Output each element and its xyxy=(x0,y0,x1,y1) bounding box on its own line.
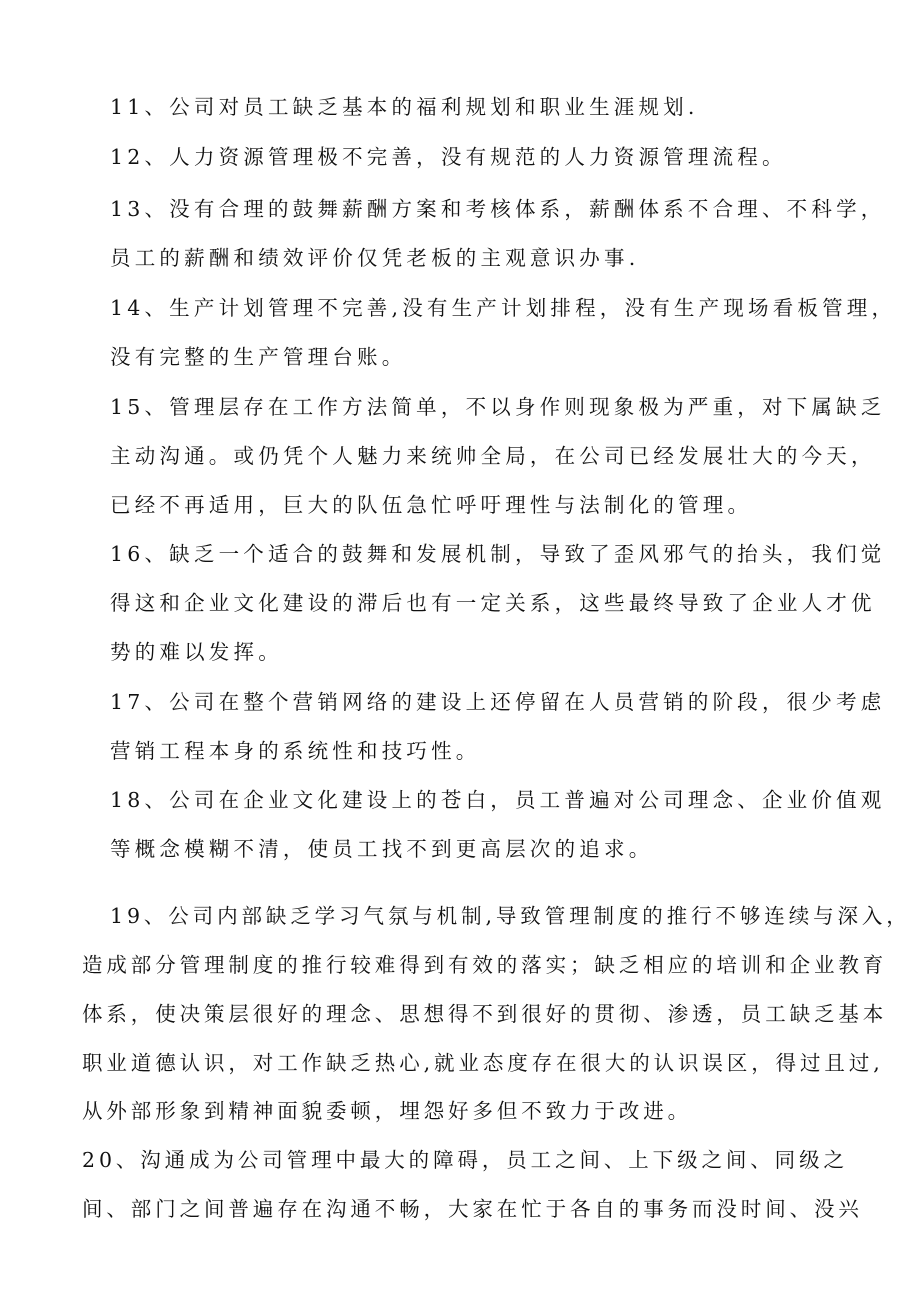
item-11-line-1: 11、公司对员工缺乏基本的福利规划和职业生涯规划. xyxy=(110,95,699,119)
item-15-line-1: 15、管理层存在工作方法简单，不以身作则现象极为严重，对下属缺乏 xyxy=(110,395,886,419)
item-16-line-2: 得这和企业文化建设的滞后也有一定关系，这些最终导致了企业人才优 xyxy=(110,591,876,615)
item-19-line-3: 体系，使决策层很好的理念、思想得不到很好的贯彻、渗透，员工缺乏基本 xyxy=(82,1002,888,1026)
item-16-line-1: 16、缺乏一个适合的鼓舞和发展机制，导致了歪风邪气的抬头，我们觉 xyxy=(110,542,886,566)
item-20-line-1: 20、沟通成为公司管理中最大的障碍，员工之间、上下级之间、同级之 xyxy=(82,1148,848,1172)
item-18-line-1: 18、公司在企业文化建设上的苍白，员工普遍对公司理念、企业价值观 xyxy=(110,788,886,812)
item-16-line-3: 势的难以发挥。 xyxy=(110,640,283,664)
item-19-line-5: 从外部形象到精神面貌委顿，埋怨好多但不致力于改进。 xyxy=(82,1099,692,1123)
item-19-line-4: 职业道德认识，对工作缺乏热心,就业态度存在很大的认识误区，得过且过, xyxy=(82,1051,884,1075)
item-15-line-2: 主动沟通。或仍凭个人魅力来统帅全局，在公司已经发展壮大的今天， xyxy=(110,444,876,468)
item-14-line-2: 没有完整的生产管理台账。 xyxy=(110,345,407,369)
item-13-line-1: 13、没有合理的鼓舞薪酬方案和考核体系，薪酬体系不合理、不科学， xyxy=(110,197,886,221)
item-12-line-1: 12、人力资源管理极不完善，没有规范的人力资源管理流程。 xyxy=(110,145,787,169)
item-15-line-3: 已经不再适用，巨大的队伍急忙呼吁理性与法制化的管理。 xyxy=(110,493,753,517)
item-19-line-1: 19、公司内部缺乏学习气氛与机制,导致管理制度的推行不够连续与深入， xyxy=(110,904,911,928)
item-17-line-1: 17、公司在整个营销网络的建设上还停留在人员营销的阶段，很少考虑 xyxy=(110,690,886,714)
item-13-line-2: 员工的薪酬和绩效评价仅凭老板的主观意识办事. xyxy=(110,246,640,270)
item-18-line-2: 等概念模糊不清，使员工找不到更高层次的追求。 xyxy=(110,837,654,861)
item-17-line-2: 营销工程本身的系统性和技巧性。 xyxy=(110,739,481,763)
item-20-line-2: 间、部门之间普遍存在沟通不畅，大家在忙于各自的事务而没时间、没兴 xyxy=(82,1197,863,1221)
item-19-line-2: 造成部分管理制度的推行较难得到有效的落实；缺乏相应的培训和企业教育 xyxy=(82,953,888,977)
item-14-line-1: 14、生产计划管理不完善,没有生产计划排程，没有生产现场看板管理， xyxy=(110,296,897,320)
